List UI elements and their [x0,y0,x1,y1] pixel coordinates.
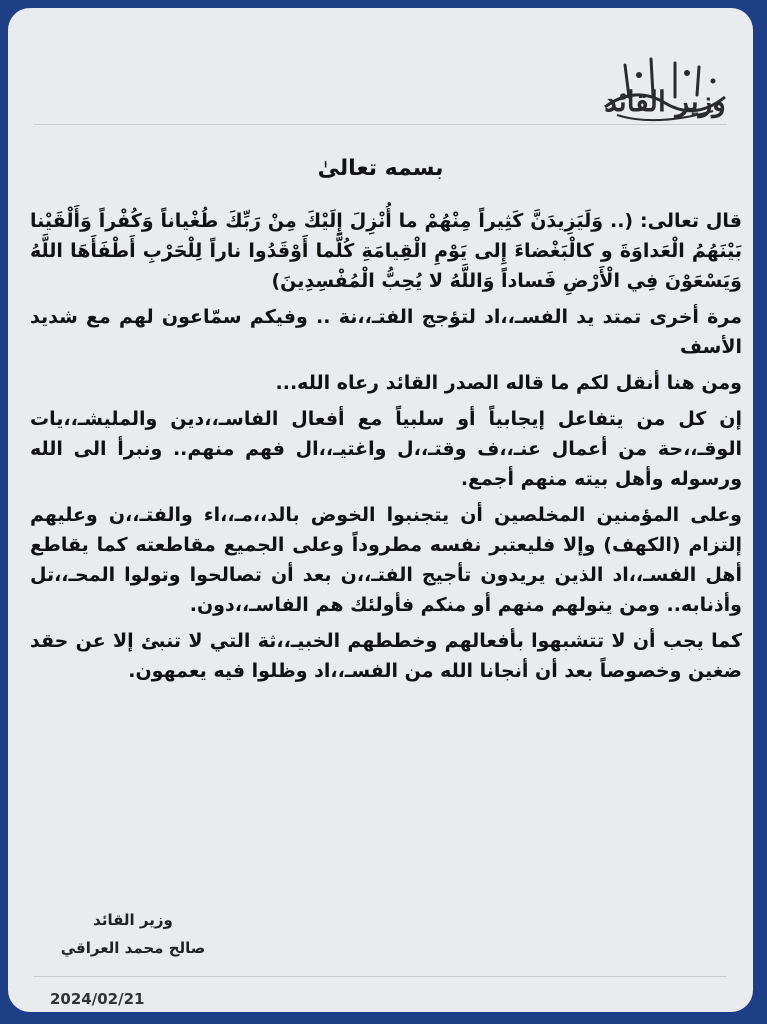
signature-name: صالح محمد العراقي [60,939,206,957]
signature-block [48,906,218,962]
paragraph-disavowal: إن كل من يتفاعل إيجابياً أو سلبياً مع أفعال الفاسـ،،دين والمليشـ،،يات الوقـ،،حة من أعمال عنـ،،ف وقتـ،،ل واغتيـ،،ال فهم منهم.. ونبرأ الى الله ورسوله وأهل بيته منهم أجمع. [30,408,742,490]
logo-text: وزير القائد [604,84,726,118]
paragraph-verse: قال تعالى: (.. وَلَيَزِيدَنَّ كَثِيراً مِنْهُمْ ما أُنْزِلَ إِلَيْكَ مِنْ رَبِّكَ طُغْياناً وَكُفْراً وَأَلْقَيْنا بَيْنَهُمُ الْعَداوَةَ و كالْبَغْضاءَ إِلى يَوْمِ الْقِيامَةِ كُلَّما أَوْقَدُوا ناراً لِلْحَرْبِ أَطْفَأَهَا اللَّهُ وَيَسْعَوْنَ فِي الْأَرْضِ فَساداً وَاللَّهُ لا يُحِبُّ الْمُفْسِدِينَ) [30,210,742,292]
page-heading: بسمه تعالیٰ [317,156,444,181]
footer-divider [34,976,727,977]
signature-title: وزير القائد [93,911,173,929]
statement-body [30,206,742,692]
paragraph-closing: كما يجب أن لا تتشبهوا بأفعالهم وخططهم الخبيـ،،ثة التي لا تنبئ إلا عن حقد ضغين وخصوصاً بعد أن أنجانا الله من الفسـ،،اد وظلوا فيه يعمهون. [30,630,742,682]
date-label: 2024/02/21 [50,990,145,1008]
paragraph-instructions: وعلى المؤمنين المخلصين أن يتجنبوا الخوض بالد،،مـ،،اء والفتـ،،ن وعليهم إلتزام (الكهف) وإلا فليعتبر نفسه مطروداً وعلى الجميع مقاطعته كما يقاطع أهل الفسـ،،اد الذين يريدون تأجيج الفتـ،،ن بعد أن تصالحوا وتولوا المحـ،،تل وأذنابه.. ومن يتولهم منهم أو منكم فأولئك هم الفاسـ،،دون. [30,504,742,616]
statement-card [8,8,753,1012]
paragraph-warning: مرة أخرى تمتد يد الفسـ،،اد لتؤجج الفتـ،،نة .. وفيكم سمّاعون لهم مع شديد الأسف [30,306,742,358]
header-divider [34,124,727,125]
paragraph-intro-quote: ومن هنا أنقل لكم ما قاله الصدر القائد رعاه الله... [275,372,742,394]
calligraphy-logo [595,36,735,126]
